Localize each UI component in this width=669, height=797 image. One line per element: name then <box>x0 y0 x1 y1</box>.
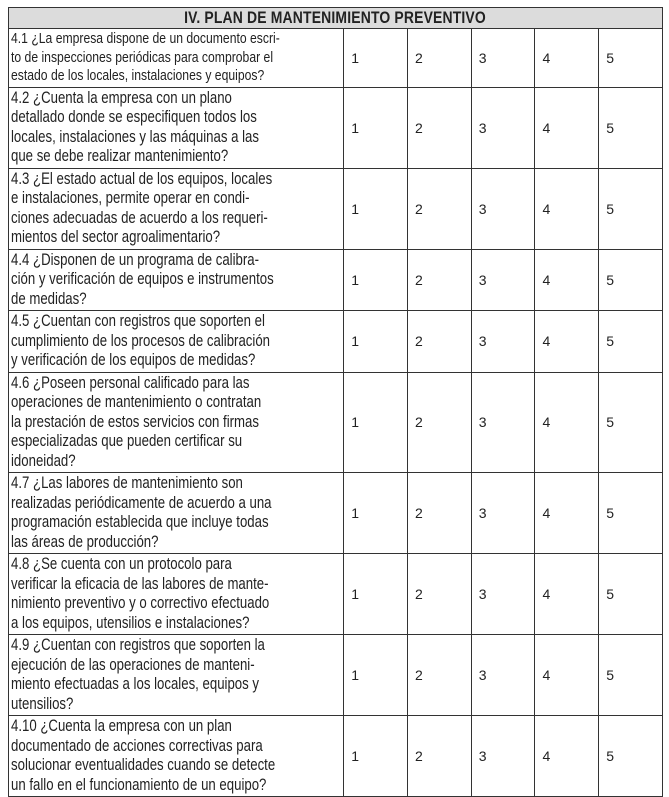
question-text-line: solucionar eventualidades cuando se detecte <box>11 756 276 774</box>
rating-option-5[interactable]: 5 <box>599 372 663 473</box>
rating-option-5[interactable]: 5 <box>599 168 663 249</box>
question-text-line: especializadas que pueden certificar su <box>11 432 243 450</box>
question-text-line: 4.10 ¿Cuenta la empresa con un plan <box>11 717 232 735</box>
rating-option-1[interactable]: 1 <box>344 554 408 635</box>
section-title <box>9 8 663 29</box>
question-text-line: las áreas de producción? <box>11 532 159 551</box>
rating-option-4[interactable]: 4 <box>535 473 599 554</box>
rating-option-2[interactable]: 2 <box>407 311 471 373</box>
question-text-line: operaciones de mantenimiento o contratan <box>11 393 262 411</box>
question-text-line: ciones adecuadas de acuerdo a los requeri- <box>11 208 268 227</box>
question-text-line: miento efectuadas a los locales, equipos y <box>11 675 260 693</box>
rating-option-4[interactable]: 4 <box>535 87 599 168</box>
question-text-line: idoneidad? <box>11 451 76 470</box>
question-text-line: cumplimiento de los procesos de calibración <box>11 331 270 350</box>
question-cell <box>9 554 344 635</box>
table-row <box>9 635 663 716</box>
question-text-line: 4.6 ¿Poseen personal calificado para las <box>11 373 250 392</box>
rating-option-4[interactable]: 4 <box>535 635 599 716</box>
rating-option-5[interactable]: 5 <box>599 29 663 88</box>
rating-option-5[interactable]: 5 <box>599 249 663 311</box>
rating-option-4[interactable]: 4 <box>535 249 599 311</box>
rating-option-4[interactable]: 4 <box>535 716 599 797</box>
rating-option-5[interactable]: 5 <box>599 716 663 797</box>
rating-option-5[interactable]: 5 <box>599 554 663 635</box>
table-row <box>9 311 663 373</box>
rating-option-4[interactable]: 4 <box>535 29 599 88</box>
rating-option-2[interactable]: 2 <box>407 635 471 716</box>
table-row <box>9 29 663 88</box>
question-text-line: estado de los locales, instalaciones y equipos? <box>11 68 265 84</box>
question-text-line: de medidas? <box>11 289 87 308</box>
rating-option-2[interactable]: 2 <box>407 372 471 473</box>
table-row <box>9 249 663 311</box>
question-text-line: documentado de acciones correctivas para <box>11 736 263 755</box>
question-text-line: mientos del sector agroalimentario? <box>11 228 221 246</box>
rating-option-3[interactable]: 3 <box>471 87 535 168</box>
rating-option-5[interactable]: 5 <box>599 473 663 554</box>
maintenance-plan-table <box>8 7 663 797</box>
rating-option-1[interactable]: 1 <box>344 716 408 797</box>
question-text-line: y verificación de los equipos de medidas? <box>11 351 256 369</box>
rating-option-1[interactable]: 1 <box>344 168 408 249</box>
rating-option-5[interactable]: 5 <box>599 635 663 716</box>
rating-option-2[interactable]: 2 <box>407 554 471 635</box>
rating-option-3[interactable]: 3 <box>471 249 535 311</box>
rating-option-3[interactable]: 3 <box>471 311 535 373</box>
question-cell <box>9 168 344 249</box>
table-row <box>9 716 663 797</box>
question-cell <box>9 29 344 88</box>
rating-option-1[interactable]: 1 <box>344 29 408 88</box>
question-text-line: e instalaciones, permite operar en condi- <box>11 189 250 207</box>
rating-option-2[interactable]: 2 <box>407 473 471 554</box>
rating-option-1[interactable]: 1 <box>344 87 408 168</box>
question-cell <box>9 635 344 716</box>
rating-option-4[interactable]: 4 <box>535 168 599 249</box>
table-row <box>9 473 663 554</box>
question-text-line: nimiento preventivo y o correctivo efectuado <box>11 594 270 612</box>
rating-option-1[interactable]: 1 <box>344 249 408 311</box>
table-row <box>9 168 663 249</box>
rating-option-4[interactable]: 4 <box>535 311 599 373</box>
rating-option-3[interactable]: 3 <box>471 716 535 797</box>
rating-option-1[interactable]: 1 <box>344 372 408 473</box>
question-cell <box>9 716 344 797</box>
rating-option-4[interactable]: 4 <box>535 554 599 635</box>
question-text-line: la prestación de estos servicios con firmas <box>11 412 259 431</box>
rating-option-2[interactable]: 2 <box>407 29 471 88</box>
question-text-line: 4.4 ¿Disponen de un programa de calibra- <box>11 250 260 269</box>
question-text-line: 4.5 ¿Cuentan con registros que soporten el <box>11 312 265 330</box>
table-row <box>9 87 663 168</box>
rating-option-1[interactable]: 1 <box>344 635 408 716</box>
question-text-line: ción y verificación de equipos e instrumentos <box>11 270 274 288</box>
rating-option-5[interactable]: 5 <box>599 87 663 168</box>
table-row <box>9 554 663 635</box>
question-text-line: verificar la eficacia de las labores de mante- <box>11 574 269 593</box>
question-cell <box>9 473 344 554</box>
rating-option-2[interactable]: 2 <box>407 716 471 797</box>
question-text-line: programación establecida que incluye todas <box>11 513 269 531</box>
rating-option-1[interactable]: 1 <box>344 311 408 373</box>
question-text-line: a los equipos, utensilios e instalaciones? <box>11 613 250 632</box>
question-text-line: que se debe realizar mantenimiento? <box>11 147 229 165</box>
rating-option-3[interactable]: 3 <box>471 372 535 473</box>
question-text-line: 4.7 ¿Las labores de mantenimiento son <box>11 474 243 492</box>
table-row <box>9 372 663 473</box>
rating-option-3[interactable]: 3 <box>471 473 535 554</box>
question-text-line: 4.8 ¿Se cuenta con un protocolo para <box>11 555 232 573</box>
rating-option-4[interactable]: 4 <box>535 372 599 473</box>
question-text-line: detallado donde se especifiquen todos los <box>11 108 257 126</box>
question-text-line: 4.2 ¿Cuenta la empresa con un plano <box>11 88 232 107</box>
question-text-line: ejecución de las operaciones de manteni- <box>11 655 255 674</box>
question-text-line: to de inspecciones periódicas para comprobar el <box>11 49 274 66</box>
rating-option-3[interactable]: 3 <box>471 168 535 249</box>
question-text-line: 4.9 ¿Cuentan con registros que soporten la <box>11 636 265 654</box>
rating-option-2[interactable]: 2 <box>407 87 471 168</box>
question-text-line: locales, instalaciones y las máquinas a las <box>11 127 259 146</box>
rating-option-5[interactable]: 5 <box>599 311 663 373</box>
question-cell <box>9 249 344 311</box>
rating-option-2[interactable]: 2 <box>407 249 471 311</box>
question-text-line: utensilios? <box>11 694 74 713</box>
question-text-line: un fallo en el funcionamiento de un equipo? <box>11 775 267 794</box>
question-text-line: 4.3 ¿El estado actual de los equipos, locales <box>11 169 273 188</box>
section-title-text: IV. PLAN DE MANTENIMIENTO PREVENTIVO <box>184 8 487 27</box>
rating-option-2[interactable]: 2 <box>407 168 471 249</box>
question-cell <box>9 372 344 473</box>
rating-option-1[interactable]: 1 <box>344 473 408 554</box>
rating-option-3[interactable]: 3 <box>471 29 535 88</box>
rating-option-3[interactable]: 3 <box>471 554 535 635</box>
rating-option-3[interactable]: 3 <box>471 635 535 716</box>
question-cell <box>9 311 344 373</box>
question-text-line: realizadas periódicamente de acuerdo a una <box>11 493 272 512</box>
question-text-line: 4.1 ¿La empresa dispone de un documento escri- <box>11 31 280 47</box>
question-cell <box>9 87 344 168</box>
